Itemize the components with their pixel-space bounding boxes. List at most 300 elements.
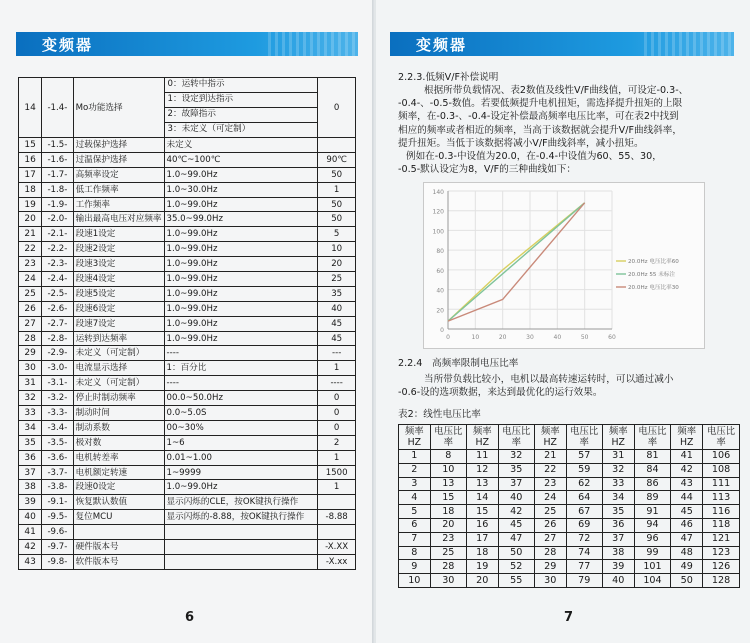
header-title: 变频器 xyxy=(42,36,94,54)
param-range: 1.0~99.0Hz xyxy=(164,272,318,287)
table2-cell: 118 xyxy=(703,518,740,532)
param-number: 29 xyxy=(19,346,42,361)
param-code: -2.1- xyxy=(42,227,73,242)
table2-cell: 72 xyxy=(566,532,602,546)
param-default: 25 xyxy=(318,272,356,287)
y-tick-label: 140 xyxy=(432,189,444,196)
table2-cell: 6 xyxy=(399,518,431,532)
parameter-row xyxy=(19,510,356,525)
param-range: 1.0~99.0Hz xyxy=(164,197,318,212)
table2-cell: 86 xyxy=(634,477,671,491)
param-default: 1 xyxy=(318,480,356,495)
paragraph-line: 当所带负载比较小，电机以最高转速运转时，可以通过减小 xyxy=(424,374,674,385)
table2-row xyxy=(399,463,740,477)
param-range: 0.0~5.0S xyxy=(164,406,318,421)
param-range: 1.0~30.0Hz xyxy=(164,182,318,197)
param-range xyxy=(164,540,318,555)
table2-header-cell: 电压比率 xyxy=(634,425,671,450)
parameter-row xyxy=(19,346,356,361)
param-name: 段速2设定 xyxy=(73,242,164,257)
param-number: 37 xyxy=(19,465,42,480)
table2-cell: 99 xyxy=(634,546,671,560)
table2-row xyxy=(399,546,740,560)
table2-cell: 25 xyxy=(534,505,566,519)
table2-cell: 25 xyxy=(430,546,466,560)
param-default: 0 xyxy=(318,406,356,421)
table2-header-cell: 电压比率 xyxy=(566,425,602,450)
table2-cell: 31 xyxy=(602,450,634,464)
parameter-row xyxy=(19,450,356,465)
param-code: -3.4- xyxy=(42,420,73,435)
param-options xyxy=(164,78,318,138)
table2-cell: 91 xyxy=(634,505,671,519)
table2-cell: 121 xyxy=(703,532,740,546)
param-code: -3.2- xyxy=(42,391,73,406)
param-default: 5 xyxy=(318,227,356,242)
x-tick-label: 30 xyxy=(526,334,534,341)
y-tick-label: 100 xyxy=(432,228,444,236)
param-name: 低工作频率 xyxy=(73,182,164,197)
table2-cell: 28 xyxy=(534,546,566,560)
param-name: 段速3设定 xyxy=(73,257,164,272)
table2-cell: 45 xyxy=(498,518,534,532)
param-range: 显示闪烁的-8.88，按OK键执行操作 xyxy=(164,510,318,525)
param-range: 1：百分比 xyxy=(164,361,318,376)
table2-cell: 20 xyxy=(466,574,498,588)
table2-cell: 4 xyxy=(399,491,431,505)
param-range xyxy=(164,554,318,569)
param-code: -2.0- xyxy=(42,212,73,227)
param-number: 20 xyxy=(19,212,42,227)
table2-row xyxy=(399,532,740,546)
param-default: 0 xyxy=(318,391,356,406)
legend-label: 20.0Hz 电压比率30 xyxy=(628,285,679,291)
param-name: 输出最高电压对应频率 xyxy=(73,212,164,227)
y-tick-label: 60 xyxy=(436,267,444,275)
parameter-row xyxy=(19,420,356,435)
param-number: 17 xyxy=(19,167,42,182)
table2-cell: 17 xyxy=(466,532,498,546)
param-number: 31 xyxy=(19,376,42,391)
param-code: -9.7- xyxy=(42,540,73,555)
table2-cell: 30 xyxy=(534,574,566,588)
param-name: 工作频率 xyxy=(73,197,164,212)
y-tick-label: 120 xyxy=(432,208,444,216)
table2-cell: 16 xyxy=(466,518,498,532)
legend-label: 20.0Hz 55 未标注 xyxy=(628,272,676,278)
param-name: 过载保护选择 xyxy=(73,138,164,153)
table2-cell: 101 xyxy=(634,560,671,574)
table2-row xyxy=(399,505,740,519)
parameter-row xyxy=(19,167,356,182)
table2-cell: 81 xyxy=(634,450,671,464)
param-code: -1.4- xyxy=(42,78,73,138)
parameter-row xyxy=(19,391,356,406)
param-name: 软件版本号 xyxy=(73,554,164,569)
table2-cell: 37 xyxy=(602,532,634,546)
table2-cell: 62 xyxy=(566,477,602,491)
table2-cell: 32 xyxy=(498,450,534,464)
table2-cell: 48 xyxy=(671,546,703,560)
param-code: -2.8- xyxy=(42,331,73,346)
param-name: 电机转差率 xyxy=(73,450,164,465)
table2-cell: 111 xyxy=(703,477,740,491)
param-number: 34 xyxy=(19,420,42,435)
parameter-row xyxy=(19,257,356,272)
table2-cell: 55 xyxy=(498,574,534,588)
param-default xyxy=(318,495,356,510)
parameter-row xyxy=(19,286,356,301)
param-name: 停止时制动频率 xyxy=(73,391,164,406)
param-name: 硬件版本号 xyxy=(73,540,164,555)
section-223-title: 2.2.3.低频V/F补偿说明 xyxy=(398,72,499,83)
param-number: 26 xyxy=(19,301,42,316)
table2-row xyxy=(399,518,740,532)
param-range xyxy=(164,525,318,540)
param-number: 14 xyxy=(19,78,42,138)
header-stripe-decoration xyxy=(644,32,734,56)
param-code: -1.7- xyxy=(42,167,73,182)
param-number: 23 xyxy=(19,257,42,272)
param-range: ---- xyxy=(164,376,318,391)
param-number: 27 xyxy=(19,316,42,331)
parameter-row xyxy=(19,376,356,391)
param-range: 00.0~50.0Hz xyxy=(164,391,318,406)
param-default: 40 xyxy=(318,301,356,316)
left-page xyxy=(0,0,374,643)
param-name: 电流显示选择 xyxy=(73,361,164,376)
table2-row xyxy=(399,491,740,505)
table2-cell: 21 xyxy=(534,450,566,464)
table2-cell: 84 xyxy=(634,463,671,477)
table2-cell: 19 xyxy=(466,560,498,574)
param-default: 10 xyxy=(318,242,356,257)
param-default: -X.xx xyxy=(318,554,356,569)
table2-cell: 10 xyxy=(399,574,431,588)
table2-cell: 30 xyxy=(430,574,466,588)
page-number: 7 xyxy=(564,610,574,625)
table2-cell: 106 xyxy=(703,450,740,464)
table2-cell: 28 xyxy=(430,560,466,574)
y-tick-label: 40 xyxy=(436,287,444,295)
parameter-row xyxy=(19,361,356,376)
table2-cell: 44 xyxy=(671,491,703,505)
table2-cell: 74 xyxy=(566,546,602,560)
param-range: 1.0~99.0Hz xyxy=(164,331,318,346)
table2-cell: 52 xyxy=(498,560,534,574)
param-number: 28 xyxy=(19,331,42,346)
table2-row xyxy=(399,477,740,491)
parameter-row xyxy=(19,227,356,242)
param-default xyxy=(318,525,356,540)
param-name: 运转到达频率 xyxy=(73,331,164,346)
param-default: 0 xyxy=(318,420,356,435)
param-range: 1.0~99.0Hz xyxy=(164,257,318,272)
table2-cell: 22 xyxy=(534,463,566,477)
param-range: 40℃~100℃ xyxy=(164,152,318,167)
param-code: -2.7- xyxy=(42,316,73,331)
param-number: 21 xyxy=(19,227,42,242)
param-default: 45 xyxy=(318,331,356,346)
table2-cell: 128 xyxy=(703,574,740,588)
param-number: 25 xyxy=(19,286,42,301)
table2-cell: 37 xyxy=(498,477,534,491)
table2-cell: 32 xyxy=(602,463,634,477)
header-title: 变频器 xyxy=(416,36,468,54)
param-default: 1 xyxy=(318,182,356,197)
paragraph-line: 根据所带负载情况、表2数值及线性V/F曲线值，可设定-0.3-、 xyxy=(424,85,689,96)
param-number: 35 xyxy=(19,435,42,450)
table2-cell: 2 xyxy=(399,463,431,477)
param-default: 1 xyxy=(318,450,356,465)
table2-cell: 50 xyxy=(498,546,534,560)
table2-header-cell: 电压比率 xyxy=(703,425,740,450)
table2-cell: 41 xyxy=(671,450,703,464)
table2-header-cell: 频率HZ xyxy=(534,425,566,450)
table2-cell: 42 xyxy=(671,463,703,477)
header-band xyxy=(16,32,358,56)
param-default: 0 xyxy=(318,78,356,138)
parameter-row xyxy=(19,138,356,153)
table2-cell: 40 xyxy=(602,574,634,588)
param-default: 20 xyxy=(318,257,356,272)
table2-cell: 38 xyxy=(602,546,634,560)
param-code: -2.4- xyxy=(42,272,73,287)
paragraph-line: 相应的频率或者相近的频率，当高于该数据就会提升V/F曲线斜率， xyxy=(398,124,682,136)
table2-cell: 67 xyxy=(566,505,602,519)
table2-header-cell: 频率HZ xyxy=(602,425,634,450)
parameter-row xyxy=(19,406,356,421)
param-number: 16 xyxy=(19,152,42,167)
table2-cell: 96 xyxy=(634,532,671,546)
table2-cell: 15 xyxy=(466,505,498,519)
param-range: 1.0~99.0Hz xyxy=(164,480,318,495)
parameter-row xyxy=(19,435,356,450)
voltage-ratio-table xyxy=(398,424,740,588)
param-default xyxy=(318,138,356,153)
param-code: -9.8- xyxy=(42,554,73,569)
parameter-row xyxy=(19,182,356,197)
x-tick-label: 50 xyxy=(580,334,589,341)
table2-cell: 49 xyxy=(671,560,703,574)
param-code: -3.5- xyxy=(42,435,73,450)
parameter-table xyxy=(18,77,356,570)
param-default: ---- xyxy=(318,376,356,391)
table2-cell: 18 xyxy=(430,505,466,519)
param-default: 50 xyxy=(318,212,356,227)
table2-cell: 64 xyxy=(566,491,602,505)
param-number: 18 xyxy=(19,182,42,197)
table2-cell: 113 xyxy=(703,491,740,505)
table2-cell: 24 xyxy=(534,491,566,505)
x-tick-label: 20 xyxy=(498,334,507,341)
table2-cell: 35 xyxy=(498,463,534,477)
y-tick-label: 80 xyxy=(436,248,444,256)
param-name: 复位MCU xyxy=(73,510,164,525)
param-number: 33 xyxy=(19,406,42,421)
param-code: -1.9- xyxy=(42,197,73,212)
vf-curve-chart xyxy=(423,182,705,349)
table2-cell: 12 xyxy=(466,463,498,477)
param-default: 1500 xyxy=(318,465,356,480)
table2-row xyxy=(399,560,740,574)
parameter-row xyxy=(19,525,356,540)
param-code: -1.8- xyxy=(42,182,73,197)
series-line xyxy=(448,203,585,321)
table2-cell: 29 xyxy=(534,560,566,574)
table2-cell: 13 xyxy=(430,477,466,491)
param-name: 制动系数 xyxy=(73,420,164,435)
table2-cell: 5 xyxy=(399,505,431,519)
table2-cell: 47 xyxy=(671,532,703,546)
param-range: 35.0~99.0Hz xyxy=(164,212,318,227)
parameter-row xyxy=(19,465,356,480)
table2-cell: 27 xyxy=(534,532,566,546)
param-range: 未定义 xyxy=(164,138,318,153)
param-default: 35 xyxy=(318,286,356,301)
parameter-row xyxy=(19,540,356,555)
section-224-title: 2.2.4 高频率限制电压比率 xyxy=(398,358,519,369)
param-name: 过温保护选择 xyxy=(73,152,164,167)
table2-cell: 42 xyxy=(498,505,534,519)
param-default: -8.88 xyxy=(318,510,356,525)
param-range: 1~6 xyxy=(164,435,318,450)
table2-cell: 46 xyxy=(671,518,703,532)
table2-cell: 69 xyxy=(566,518,602,532)
parameter-row xyxy=(19,316,356,331)
legend-label: 20.0Hz 电压比率60 xyxy=(628,259,679,265)
table2-cell: 3 xyxy=(399,477,431,491)
param-number: 36 xyxy=(19,450,42,465)
section-223-body xyxy=(398,84,738,176)
param-range: 1~9999 xyxy=(164,465,318,480)
param-range: 显示闪烁的CLE，按OK键执行操作 xyxy=(164,495,318,510)
parameter-row xyxy=(19,554,356,569)
param-number: 19 xyxy=(19,197,42,212)
param-range: 1.0~99.0Hz xyxy=(164,242,318,257)
param-code: -3.6- xyxy=(42,450,73,465)
param-number: 32 xyxy=(19,391,42,406)
table2-cell: 47 xyxy=(498,532,534,546)
table2-cell: 33 xyxy=(602,477,634,491)
table2-cell: 116 xyxy=(703,505,740,519)
param-number: 30 xyxy=(19,361,42,376)
table2-cell: 1 xyxy=(399,450,431,464)
y-tick-label: 20 xyxy=(436,307,444,315)
table2-cell: 89 xyxy=(634,491,671,505)
param-name: 段速6设定 xyxy=(73,301,164,316)
table2-cell: 15 xyxy=(430,491,466,505)
param-code: -3.3- xyxy=(42,406,73,421)
param-number: 15 xyxy=(19,138,42,153)
param-name: Mo功能选择 xyxy=(73,78,164,138)
parameter-row xyxy=(19,242,356,257)
parameter-row xyxy=(19,331,356,346)
param-name: 未定义（可定制） xyxy=(73,376,164,391)
param-code: -9.6- xyxy=(42,525,73,540)
param-name: 段速7设定 xyxy=(73,316,164,331)
param-number: 24 xyxy=(19,272,42,287)
page-number: 6 xyxy=(185,610,195,625)
param-name: 恢复默认数值 xyxy=(73,495,164,510)
param-name: 段速1设定 xyxy=(73,227,164,242)
param-code: -3.7- xyxy=(42,465,73,480)
param-code: -9.1- xyxy=(42,495,73,510)
table2-header-cell: 频率HZ xyxy=(466,425,498,450)
param-code: -1.5- xyxy=(42,138,73,153)
table2-cell: 36 xyxy=(602,518,634,532)
x-tick-label: 0 xyxy=(446,334,450,341)
table2-cell: 26 xyxy=(534,518,566,532)
param-code: -2.9- xyxy=(42,346,73,361)
table2-cell: 7 xyxy=(399,532,431,546)
param-name: 高频率设定 xyxy=(73,167,164,182)
table2-cell: 18 xyxy=(466,546,498,560)
table2-cell: 23 xyxy=(430,532,466,546)
table2-header-cell: 电压比率 xyxy=(430,425,466,450)
table2-cell: 45 xyxy=(671,505,703,519)
table2-cell: 123 xyxy=(703,546,740,560)
param-name: 制动时间 xyxy=(73,406,164,421)
parameter-row xyxy=(19,495,356,510)
x-tick-label: 60 xyxy=(608,334,616,341)
param-range: 1.0~99.0Hz xyxy=(164,301,318,316)
table2-row xyxy=(399,450,740,464)
param-default: 45 xyxy=(318,316,356,331)
table2-cell: 34 xyxy=(602,491,634,505)
param-number: 22 xyxy=(19,242,42,257)
param-code: -3.0- xyxy=(42,361,73,376)
param-code: -2.5- xyxy=(42,286,73,301)
table2-cell: 14 xyxy=(466,491,498,505)
table2-cell: 40 xyxy=(498,491,534,505)
param-default: 50 xyxy=(318,197,356,212)
param-code: -2.3- xyxy=(42,257,73,272)
table2-cell: 23 xyxy=(534,477,566,491)
paragraph-line: 频率，在-0.3-、-0.4-设定补偿最高频率电压比率，可在表2中找到 xyxy=(398,111,679,123)
param-name xyxy=(73,525,164,540)
table2-cell: 35 xyxy=(602,505,634,519)
param-range: ---- xyxy=(164,346,318,361)
param-name: 电机额定转速 xyxy=(73,465,164,480)
param-range: 1.0~99.0Hz xyxy=(164,316,318,331)
param-number: 42 xyxy=(19,540,42,555)
parameter-row xyxy=(19,272,356,287)
param-code: -2.2- xyxy=(42,242,73,257)
paragraph-line: -0.4-、-0.5-数值。若要低频提升电机扭矩，需选择提升扭矩的上限 xyxy=(398,98,683,110)
param-number: 39 xyxy=(19,495,42,510)
header-stripe-decoration xyxy=(268,32,358,56)
param-option: 0：运转中指示 xyxy=(165,78,318,93)
param-range: 0.01~1.00 xyxy=(164,450,318,465)
param-option: 1：设定到达指示 xyxy=(165,93,318,108)
paragraph-line: -0.6-设的选项数据，来达到最优化的运行效果。 xyxy=(398,387,603,399)
table2-cell: 77 xyxy=(566,560,602,574)
param-code: -3.8- xyxy=(42,480,73,495)
header-band xyxy=(390,32,734,56)
section-224-body xyxy=(398,373,738,399)
param-option: 2：故障指示 xyxy=(165,108,318,123)
parameter-row xyxy=(19,78,356,138)
param-range: 1.0~99.0Hz xyxy=(164,286,318,301)
param-code: -1.6- xyxy=(42,152,73,167)
param-code: -2.6- xyxy=(42,301,73,316)
table2-header-cell: 频率HZ xyxy=(671,425,703,450)
paragraph-line: -0.5-默认设定为8，V/F的三种曲线如下： xyxy=(398,164,576,176)
param-code: -9.5- xyxy=(42,510,73,525)
parameter-row xyxy=(19,152,356,167)
parameter-row xyxy=(19,212,356,227)
